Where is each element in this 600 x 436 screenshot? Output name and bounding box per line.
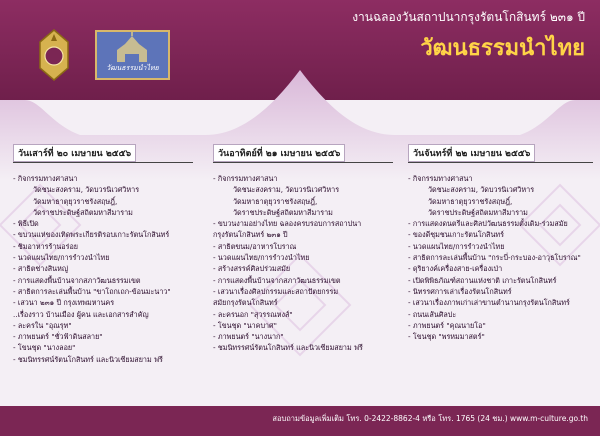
list-item: กรุงรัตนโกสินทร์ ๒๓๑ ปี: [213, 230, 288, 240]
list-item: - นวดแผนไทย/การรำวงนำไทย: [408, 241, 505, 251]
list-item: - ภาพยนตร์ "ชั่วฟ้าดินสลาย": [13, 332, 103, 342]
list-item: - กิจกรรมทางศาสนา: [13, 174, 78, 183]
list-item: - ภาพยนตร์ "นางนาก": [213, 332, 284, 342]
list-item: - เสวนาเรื่องภาพเก่าเล่าขานตำนานกรุงรัตนโกสินทร์: [408, 298, 570, 308]
list-item: - ชมนิทรรศน์รัตนโกสินทร์ และนิวเซียมสยาม ฟรี: [13, 354, 163, 364]
list-item: สมัยกรุงรัตนโกสินทร์: [213, 298, 278, 308]
list-item: - ละครใน "อุณรุท": [13, 320, 72, 330]
footer-band: [0, 406, 600, 436]
list-item: วัดชนะสงคราม, วัดบวรนิเวศวิหาร: [33, 185, 140, 195]
logo-text: วัฒนธรรมนำไทย: [106, 64, 159, 72]
list-item: วัดราชประดิษฐ์สถิตมหาสีมาราม: [33, 207, 133, 217]
list-item: วัดราชประดิษฐ์สถิตมหาสีมาราม: [428, 207, 528, 217]
contact-info: สอบถามข้อมูลเพิ่มเติม โทร. 0-2422-8862-4 หรือ โทร. 1765 (24 ชม.) www.m-culture.go.th: [272, 414, 588, 423]
culture-logo: [95, 30, 170, 80]
divider: [13, 162, 193, 163]
list-item: วัดชนะสงคราม, วัดบวรนิเวศวิหาร: [428, 185, 535, 195]
activity-list: [13, 173, 193, 365]
list-item: - ชมนิทรรศน์รัตนโกสินทร์ และนิวเซียมสยาม ฟรี: [213, 343, 363, 353]
list-item: - ละครนอก "สุวรรณหงส์": [213, 309, 293, 319]
list-item: - กิจกรรมทางศาสนา: [408, 174, 473, 183]
list-item: - ของดีชุมชนเกาะรัตนโกสินทร์: [408, 230, 504, 240]
list-item: - กิจกรรมทางศาสนา: [213, 174, 278, 183]
list-item: - สาธิตการละเล่นพื้นบ้าน "ขาโถกเถก-ข้อนมะนาว": [13, 286, 171, 296]
list-item: - โขนชุด "พรหมมาสตร์": [408, 332, 485, 342]
event-title: งานฉลองวันสถาปนากรุงรัตนโกสินทร์ ๒๓๑ ปี: [352, 10, 585, 24]
schedule-column-day-1: [13, 141, 193, 365]
list-item: วัดชนะสงคราม, วัดบวรนิเวศวิหาร: [233, 185, 340, 195]
activity-list: [213, 173, 393, 354]
list-item: - ภาพยนตร์ "คุณนายโอ": [408, 320, 486, 330]
list-item: วัดมหาธาตุยุวราชรังสฤษฎิ์,: [233, 196, 318, 206]
list-item: - ขบวนงามอย่างไทย ฉลองครบรอบการสถาปนา: [213, 219, 362, 229]
divider: [408, 162, 593, 163]
list-item: - เปิดพิพิธภัณฑ์สถานแห่งชาติ เกาะรัตนโกสินทร์: [408, 275, 557, 285]
list-item: - สาธิตการละเล่นพื้นบ้าน "กระบี่-กระบอง-อาวุธโบราณ": [408, 253, 581, 263]
list-item: - สาธิตช่างสินหญู่: [13, 264, 68, 274]
list-item: - ถนนเส้นศิลปะ: [408, 309, 457, 319]
day-header: วันจันทร์ที่ ๒๒ เมษายน ๒๕๕๖: [408, 144, 535, 162]
list-item: - ชิมอาหารร้านอร่อย: [13, 241, 78, 251]
list-item: - โขนชุด "นางลอย": [13, 343, 76, 353]
list-item: - เสวนา ๒๓๑ ปี กรุงเทพมหานคร: [13, 298, 115, 308]
list-item: - สาธิตขนม/อาหารโบราณ: [213, 241, 297, 251]
list-item: - การแสดงพื้นบ้านจากสภาวัฒนธรรมเขต: [13, 275, 141, 285]
list-item: - สร้างสรรค์ศิลปร่วมสมัย: [213, 264, 291, 274]
list-item: - การแสดงพื้นบ้านจากสภาวัฒนธรรมเขต: [213, 275, 341, 285]
list-item: - การแสดงดนตรีและศิลปวัฒนธรรมตั้งเดิม-ร่วมสมัย: [408, 219, 568, 229]
seal-emblem-icon: [34, 28, 74, 82]
event-subtitle: วัฒนธรรมนำไทย: [420, 35, 585, 61]
schedule-column-day-2: [213, 141, 393, 354]
schedule-column-day-3: [408, 141, 593, 342]
list-item: - นวดแผนไทย/การรำวงนำไทย: [13, 253, 110, 263]
list-item: วัดมหาธาตุยุวราชรังสฤษฎิ์,: [428, 196, 513, 206]
list-item: - ขบวนแห่ของเทิดพระเกียรติรอบเกาะรัตนโกสินทร์: [13, 230, 170, 240]
list-item: - ดุริยางค์เครื่องสาย-เครื่องเป่า: [408, 264, 503, 274]
list-item: วัดราชประดิษฐ์สถิตมหาสีมาราม: [233, 207, 333, 217]
list-item: - นิทรรศการเล่าเรื่องรัตนโกสินทร์: [408, 286, 512, 296]
list-item: - นวดแผนไทย/การรำวงนำไทย: [213, 253, 310, 263]
list-item: - โขนชุด "นาคบาศ": [213, 320, 277, 330]
day-header: วันอาทิตย์ที่ ๒๑ เมษายน ๒๕๕๖: [213, 144, 345, 162]
list-item: - พิธีเปิด: [13, 219, 39, 229]
day-header: วันเสาร์ที่ ๒๐ เมษายน ๒๕๕๖: [13, 144, 136, 162]
list-item: ..เรื่องราว บ้านเมือง ผู้คน และเอกสารสำคัญ: [13, 309, 149, 319]
list-item: วัดมหาธาตุยุวราชรังสฤษฎิ์,: [33, 196, 118, 206]
divider: [213, 162, 393, 163]
list-item: - เสวนาเรื่องศิลปกรรมและสถาปัตยกรรม: [213, 286, 339, 296]
activity-list: [408, 173, 593, 342]
